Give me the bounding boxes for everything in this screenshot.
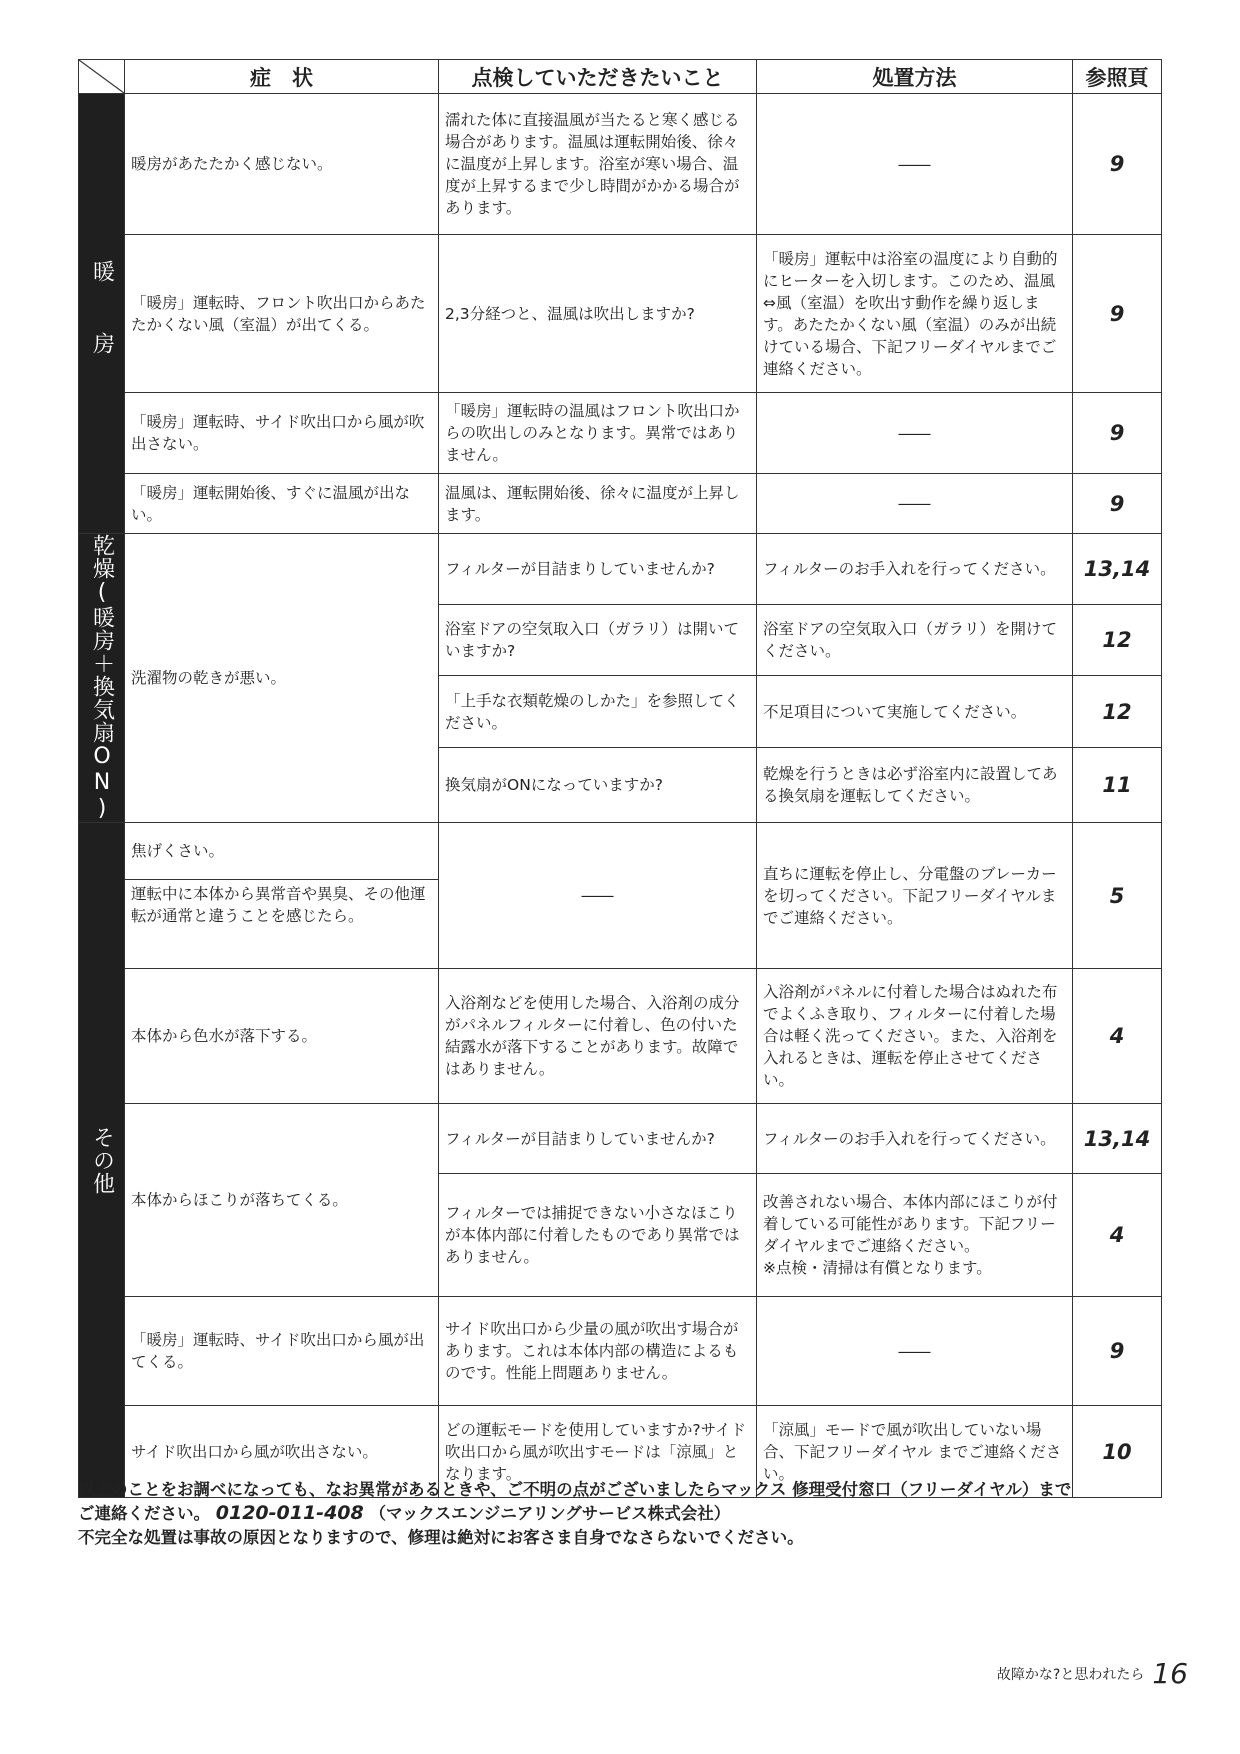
symptom-abnormal: 運転中に本体から異常音や異臭、その他運転が通常と違うことを感じたら。 [125, 879, 438, 930]
symptom-cell: 「暖房」運転時、フロント吹出口からあたたかくない風（室温）が出てくる。 [125, 235, 439, 393]
symptom-cell: 暖房があたたかく感じない。 [125, 94, 439, 235]
check-cell: 浴室ドアの空気取入口（ガラリ）は開いていますか? [439, 604, 757, 676]
table-row [79, 474, 1162, 534]
check-cell: どの運転モードを使用していますか?サイド吹出口から風が吹出すモードは「涼風」となります。 [439, 1406, 757, 1498]
remedy-cell: ―― [757, 1297, 1073, 1406]
page-ref-cell: 13,14 [1073, 1104, 1162, 1174]
remedy-cell: フィルターのお手入れを行ってください。 [757, 534, 1073, 605]
service-company: （マックスエンジニアリングサービス株式会社） [369, 1504, 731, 1524]
check-cell: 換気扇がONになっていますか? [439, 747, 757, 822]
check-cell: 温風は、運転開始後、徐々に温度が上昇します。 [439, 474, 757, 534]
remedy-cell: ―― [757, 474, 1073, 534]
section-title: 故障かな?と思われたら [996, 1667, 1145, 1683]
remedy-cell: 不足項目について実施してください。 [757, 676, 1073, 748]
header-symptom: 症 状 [125, 60, 439, 94]
table-header-row [79, 60, 1162, 94]
symptom-cell: 洗濯物の乾きが悪い。 [125, 534, 439, 823]
page-ref-cell: 9 [1073, 1297, 1162, 1406]
contact-prefix: ご連絡ください。 [78, 1504, 210, 1524]
remedy-cell: ―― [757, 393, 1073, 474]
remedy-cell: 乾燥を行うときは必ず浴室内に設置してある換気扇を運転してください。 [757, 747, 1073, 822]
remedy-cell [757, 1174, 1073, 1297]
table-row [79, 969, 1162, 1104]
page-ref-cell: 9 [1073, 235, 1162, 393]
remedy-cell: ―― [757, 94, 1073, 235]
remedy-text: 改善されない場合、本体内部にほこりが付着している可能性があります。下記フリーダイヤルまでご連絡ください。 [763, 1193, 1058, 1255]
check-cell: フィルターでは捕捉できない小さなほこりが本体内部に付着したものであり異常ではありません。 [439, 1174, 757, 1297]
header-check: 点検していただきたいこと [439, 60, 757, 94]
symptom-cell: 本体からほこりが落ちてくる。 [125, 1104, 439, 1297]
remedy-note: ※点検・清掃は有償となります。 [763, 1259, 992, 1277]
category-drying: 乾燥(暖房＋換気扇ON) [79, 534, 125, 823]
remedy-cell: 「涼風」モードで風が吹出していない場合、下記フリーダイヤル までご連絡ください。 [757, 1406, 1073, 1498]
check-cell: ―― [439, 823, 757, 969]
contact-note [78, 1479, 1168, 1550]
check-cell: 「上手な衣類乾燥のしかた」を参照してください。 [439, 676, 757, 748]
page-ref-cell: 13,14 [1073, 534, 1162, 605]
page-ref-cell: 12 [1073, 676, 1162, 748]
header-ref: 参照頁 [1073, 60, 1162, 94]
symptom-cell: 本体から色水が落下する。 [125, 969, 439, 1104]
symptom-cell-split [125, 823, 439, 969]
symptom-cell: サイド吹出口から風が吹出さない。 [125, 1406, 439, 1498]
header-remedy: 処置方法 [757, 60, 1073, 94]
page-ref-cell: 9 [1073, 474, 1162, 534]
page-footer [997, 1657, 1188, 1690]
free-dial-number: 0120-011-408 [215, 1502, 364, 1525]
category-heating: 暖 房 [79, 94, 125, 534]
page-ref-cell: 10 [1073, 1406, 1162, 1498]
check-cell: 入浴剤などを使用した場合、入浴剤の成分がパネルフィルターに付着し、色の付いた結露水が落下することがあります。故障ではありません。 [439, 969, 757, 1104]
symptom-burning: 焦げくさい。 [131, 842, 225, 860]
table-row [79, 1104, 1162, 1174]
page-ref-cell: 4 [1073, 969, 1162, 1104]
page-ref-cell: 11 [1073, 747, 1162, 822]
page-ref-cell: 9 [1073, 393, 1162, 474]
page-ref-cell: 9 [1073, 94, 1162, 235]
check-cell: フィルターが目詰まりしていませんか? [439, 534, 757, 605]
page-ref-cell: 4 [1073, 1174, 1162, 1297]
table-row [79, 534, 1162, 605]
check-cell: 濡れた体に直接温風が当たると寒く感じる場合があります。温風は運転開始後、徐々に温度が上昇します。浴室が寒い場合、温度が上昇するまで少し時間がかかる場合があります。 [439, 94, 757, 235]
table-row [79, 235, 1162, 393]
page-number: 16 [1152, 1657, 1188, 1690]
contact-line-1: 以上のことをお調べになっても、なお異常があるときや、ご不明の点がございましたらマックス 修理受付窓口（フリーダイヤル）まで [78, 1480, 1072, 1499]
check-cell: サイド吹出口から少量の風が吹出す場合があります。これは本体内部の構造によるものです。性能上問題ありません。 [439, 1297, 757, 1406]
check-cell: 「暖房」運転時の温風はフロント吹出口からの吹出しのみとなります。異常ではありません。 [439, 393, 757, 474]
check-cell: 2,3分経つと、温風は吹出しますか? [439, 235, 757, 393]
remedy-cell: フィルターのお手入れを行ってください。 [757, 1104, 1073, 1174]
page-ref-cell: 5 [1073, 823, 1162, 969]
remedy-cell: 入浴剤がパネルに付着した場合はぬれた布でよくふき取り、フィルターに付着した場合は軽く洗ってください。また、入浴剤を入れるときは、運転を停止させてください。 [757, 969, 1073, 1104]
remedy-cell: 浴室ドアの空気取入口（ガラリ）を開けてください。 [757, 604, 1073, 676]
warning-line: 不完全な処置は事故の原因となりますので、修理は絶対にお客さま自身でなさらないでください。 [78, 1528, 804, 1548]
table-row [79, 1297, 1162, 1406]
remedy-cell: 直ちに運転を停止し、分電盤のブレーカーを切ってください。下記フリーダイヤルまでご連絡ください。 [757, 823, 1073, 969]
contact-line-2 [78, 1501, 1168, 1527]
category-other: その他 [79, 823, 125, 1498]
symptom-cell: 「暖房」運転開始後、すぐに温風が出ない。 [125, 474, 439, 534]
header-corner [79, 60, 125, 94]
symptom-cell: 「暖房」運転時、サイド吹出口から風が出てくる。 [125, 1297, 439, 1406]
remedy-cell: 「暖房」運転中は浴室の温度により自動的にヒーターを入切します。このため、温風⇔風（室温）を吹出す動作を繰り返します。あたたかくない風（室温）のみが出続けている場合、下記フリーダイヤルまでご連絡ください。 [757, 235, 1073, 393]
troubleshooting-table [78, 59, 1162, 1498]
page-ref-cell: 12 [1073, 604, 1162, 676]
table-row [79, 393, 1162, 474]
symptom-cell: 「暖房」運転時、サイド吹出口から風が吹出さない。 [125, 393, 439, 474]
table-row [79, 823, 1162, 969]
table-row [79, 94, 1162, 235]
check-cell: フィルターが目詰まりしていませんか? [439, 1104, 757, 1174]
